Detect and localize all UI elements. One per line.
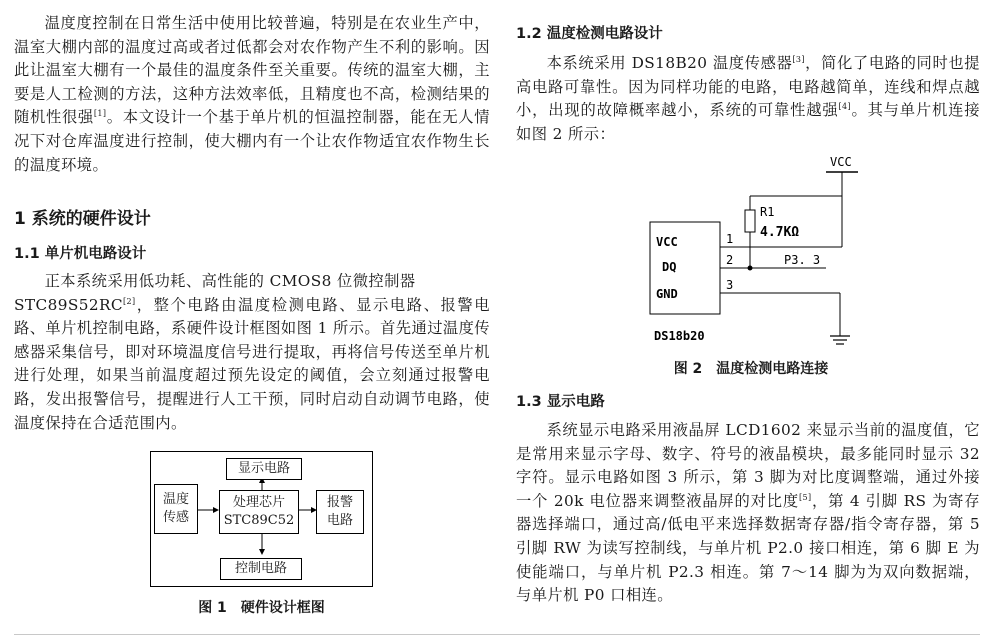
vcc-top-label: VCC — [830, 155, 852, 169]
p11-rest: ，整个电路由温度检测电路、显示电路、报警电路、单片机控制电路，系硬件设计框图如图 1 所示。首先通过温度传感器采集信号，即对环境温度信号进行提取，再将信号传送至单片机进行处理，如果当前温度超过预先设定的阈值，会立刻通过报警电路，发出报警信号，提醒进行人工干预，同时启动自动调节电路，使温度保持在合适范围内。 — [14, 295, 490, 432]
section-1-3-heading: 1.3 显示电路 — [516, 394, 605, 410]
fig1-display-label: 显示电路 — [237, 461, 290, 476]
p13-text-b: ，第 4 引脚 RS 为寄存器选择端口，通过高/低电平来选择数据寄存器/指令寄存器，第 5 引脚 RW 为读写控制线，与单片机 P2.0 接口相连，第 6 脚 E 为使能端口，与单片机 P2.3 相连。第 7～14 脚为为双向数据端，与单片机 P0 口相连。 — [516, 491, 980, 605]
section-1-heading: 1 系统的硬件设计 — [14, 209, 151, 229]
p12-text-b: ，简化了电路的同时也提高电路可靠性。因为同样功能的电路，电路越简单，连线和焊点越小，出现的故障概率越小，系统的可靠性越强 — [516, 54, 980, 120]
section-1-1-paragraph — [14, 270, 490, 435]
figure-2-caption: 图 2 温度检测电路连接 — [673, 361, 829, 377]
p11-line1: 正本系统采用低功耗、高性能的 CMOS8 位微控制器 — [44, 272, 416, 290]
pin-vcc-label: VCC — [656, 235, 678, 249]
fig1-alarm-box — [316, 490, 364, 534]
fig1-control-label: 控制电路 — [234, 561, 287, 576]
citation-1: [1] — [93, 109, 107, 119]
bottom-rule — [14, 634, 980, 635]
fig1-alarm-line2: 电路 — [326, 513, 353, 528]
chip-label: DS18b20 — [654, 329, 705, 343]
citation-5: [5] — [799, 492, 812, 502]
pin-2-number: 2 — [726, 253, 734, 267]
fig1-alarm-line1: 报警 — [326, 495, 353, 510]
intro-paragraph — [14, 12, 490, 177]
fig1-sensor-box — [154, 484, 198, 534]
intro-text-tail: 。本文设计一个基于单片机的恒温控制器，能在无人情况下对仓库温度进行控制，使大棚内有一个让农作物适宜农作物生长的温度环境。 — [14, 108, 490, 174]
section-1-1-heading: 1.1 单片机电路设计 — [14, 246, 147, 262]
p11-chip-name: STC89S52RC — [14, 295, 124, 314]
pin-3-number: 3 — [726, 278, 734, 292]
r1-value-label: 4.7KΩ — [760, 225, 800, 240]
p12-text-c: 。其与单片机连接如图 2 所示： — [516, 101, 980, 143]
section-1-3-paragraph — [516, 419, 980, 608]
figure-2-circuit — [626, 150, 876, 360]
fig1-cpu-line1: 处理芯片 — [232, 495, 285, 510]
p13-text-a: 系统显示电路采用液晶屏 LCD1602 来显示当前的温度值，它是常用来显示字母、数字、符号的液晶模块，最多能同时显示 32 字符。显示电路如图 3 所示，第 3 脚为对比度调整端，通过外接一个 20k 电位器来调整液晶屏的对比度 — [516, 421, 980, 510]
pin-gnd-label: GND — [656, 287, 678, 301]
p33-label: P3. 3 — [784, 253, 821, 267]
figure-1-caption: 图 1 硬件设计框图 — [198, 600, 325, 616]
intro-text: 温度度控制在日常生活中使用比较普遍，特别是在农业生产中，温室大棚内部的温度过高或者过低都会对农作物产生不利的影响。因此让温室大棚有一个最佳的温度条件至关重要。传统的温室大棚，主要是人工检测的方法，这种方法效率低，且精度也不高，检测结果的随机性很强 — [14, 14, 490, 127]
section-1-2-heading: 1.2 温度检测电路设计 — [516, 26, 663, 42]
fig1-sensor-line2: 传感 — [162, 510, 189, 525]
pin-1-number: 1 — [726, 232, 734, 246]
pin-dq-label: DQ — [662, 260, 677, 274]
citation-2: [2] — [123, 296, 136, 306]
fig1-cpu-line2: STC89C52 — [223, 513, 295, 528]
r1-label: R1 — [760, 205, 775, 219]
fig1-display-box — [226, 458, 302, 480]
fig1-control-box — [220, 558, 302, 580]
resistor-r1 — [745, 210, 755, 232]
citation-4: [4] — [838, 102, 852, 112]
p12-text-a: 本系统采用 DS18B20 温度传感器 — [546, 54, 793, 72]
fig1-sensor-line1: 温度 — [162, 492, 189, 507]
citation-3: [3] — [792, 54, 805, 64]
fig1-cpu-box — [219, 490, 299, 534]
section-1-2-paragraph — [516, 52, 980, 146]
